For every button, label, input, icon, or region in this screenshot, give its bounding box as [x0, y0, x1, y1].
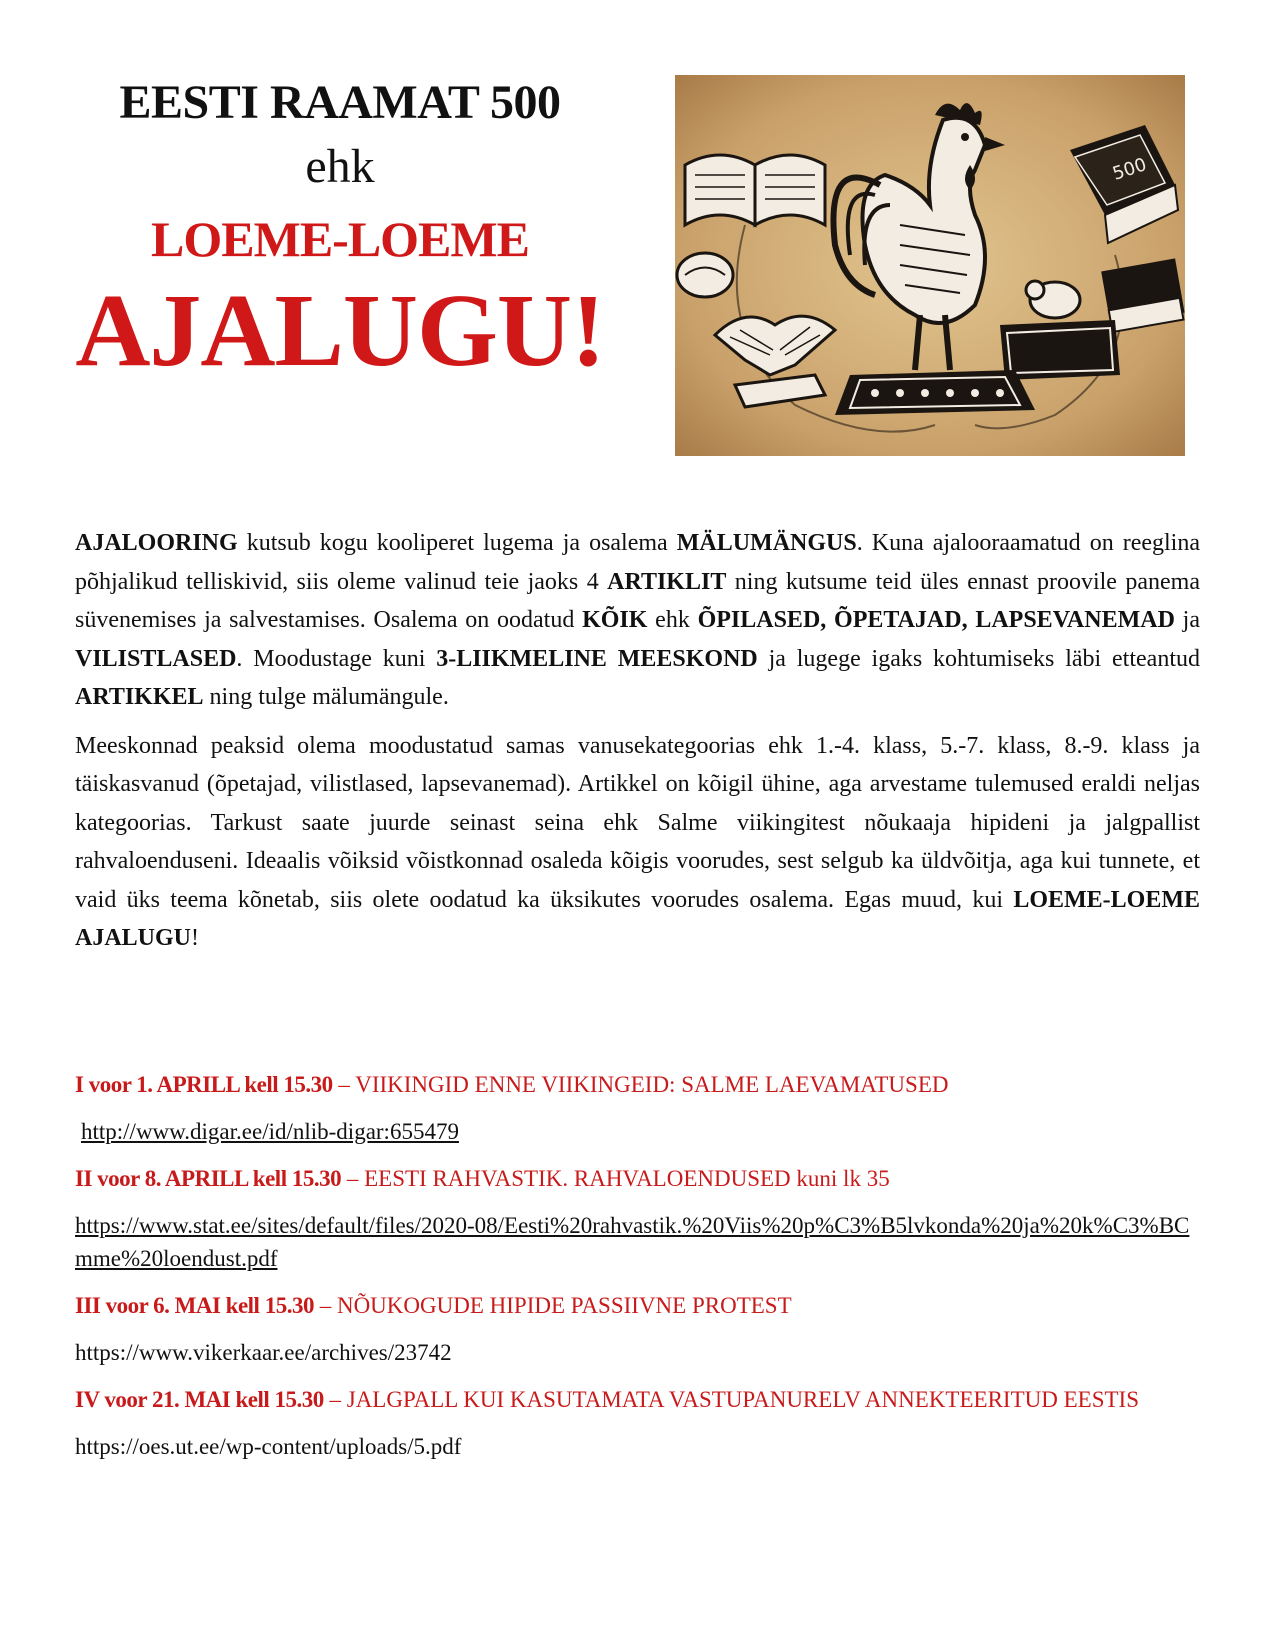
small-book-left-icon [677, 253, 733, 297]
title-block [60, 72, 620, 386]
intro-s12: . Moodustage kuni [236, 645, 437, 672]
round-1-link[interactable]: http://www.digar.ee/id/nlib-digar:655479 [81, 1119, 459, 1144]
rounds-list [75, 1068, 1200, 1477]
round-4-link[interactable]: https://oes.ut.ee/wp-content/uploads/5.pdf [75, 1434, 462, 1459]
intro-s2: kutsub kogu kooliperet lugema ja osalema [237, 530, 677, 556]
open-book-icon [685, 155, 825, 225]
intro-s3: MÄLUMÄNGUS [676, 530, 857, 556]
intro-s5: ARTIKLIT [607, 568, 727, 595]
intro-s15: ARTIKKEL [75, 684, 204, 710]
title-eesti-raamat: EESTI RAAMAT 500 [119, 76, 561, 129]
rules-paragraph [75, 727, 1200, 958]
round-2-title: – EESTI RAHVASTIK. RAHVALOENDUSED kuni lk 35 [341, 1166, 890, 1191]
body-text [75, 524, 1200, 968]
rooster-woodcut-illustration [675, 75, 1185, 456]
intro-paragraph [75, 524, 1200, 717]
round-2-date: II voor 8. APRILL kell 15.30 [75, 1166, 342, 1191]
round-1-title: – VIIKINGID ENNE VIIKINGEID: SALME LAEVAMATUSED [332, 1072, 949, 1097]
intro-s13: 3-LIIKMELINE MEESKOND [436, 645, 758, 672]
intro-s10: ja [1174, 607, 1200, 633]
intro-s11: VILISTLASED [75, 645, 237, 672]
title-ehk: ehk [305, 140, 375, 193]
round-2-link[interactable]: https://www.stat.ee/sites/default/files/2020-08/Eesti%20rahvastik.%20Viis%20p%C3%B5lvkonda%20ja%20k%C3%BCmme%20loendust.pdf [75, 1213, 1190, 1271]
round-3-title: – NÕUKOGUDE HIPIDE PASSIIVNE PROTEST [313, 1293, 792, 1318]
intro-s8: ehk [647, 607, 698, 633]
round-1-heading [75, 1068, 1200, 1102]
round-3-link[interactable]: https://www.vikerkaar.ee/archives/23742 [75, 1340, 452, 1365]
round-4-title: – JALGPALL KUI KASUTAMATA VASTUPANURELV ANNEKTEERITUD EESTIS [323, 1387, 1139, 1412]
intro-s6: ning kutsume teid üles ennast proovile panema süvenemises ja salvestamises. Osalema on oodatud [75, 568, 1200, 633]
intro-s9: ÕPILASED, ÕPETAJAD, LAPSEVANEMAD [697, 607, 1175, 633]
round-4-heading [75, 1383, 1200, 1417]
round-3-heading [75, 1289, 1200, 1323]
intro-s14: ja lugege igaks kohtumiseks läbi etteantud [757, 645, 1200, 672]
intro-s1: AJALOORING [75, 530, 238, 556]
round-4-date: IV voor 21. MAI kell 15.30 [75, 1387, 324, 1412]
rules-s3: ! [191, 925, 200, 951]
title-loeme-loeme: LOEME-LOEME [151, 211, 529, 267]
round-2-heading [75, 1162, 1200, 1196]
book-500-label: 500 [1110, 154, 1150, 185]
round-3-date: III voor 6. MAI kell 15.30 [75, 1293, 314, 1318]
title-ajalugu: AJALUGU! [75, 273, 605, 388]
rules-s2: LOEME-LOEME AJALUGU [75, 886, 1200, 951]
intro-s7: KÕIK [582, 607, 648, 633]
intro-s16: ning tulge mälumängule. [203, 684, 449, 710]
intro-s4: . Kuna ajalooraamatud on reeglina põhjalikud telliskivid, siis oleme valinud teie jaoks 4 [75, 530, 1201, 595]
rules-s1: Meeskonnad peaksid olema moodustatud samas vanusekategoorias ehk 1.-4. klass, 5.-7. klass, 8.-9. klass ja täiskasvanud (õpetajad, vilistlased, lapsevanemad). Artikkel on kõigil ühine, aga arvestame tulemused eraldi neljas kategoorias. Tarkust saate juurde seinast seina ehk Salme viikingitest nõukaaja hipideni ja jalgpallist rahvaloenduseni. Ideaalis võiksid võistkonnad osaleda kõigis voorudes, sest selgub ka üldvõitja, aga kui tunnete, et vaid üks teema kõnetab, siis olete oodatud ka üksikutes voorudes osalema. Egas muud, kui [75, 732, 1200, 913]
round-1-date: I voor 1. APRILL kell 15.30 [75, 1072, 333, 1097]
